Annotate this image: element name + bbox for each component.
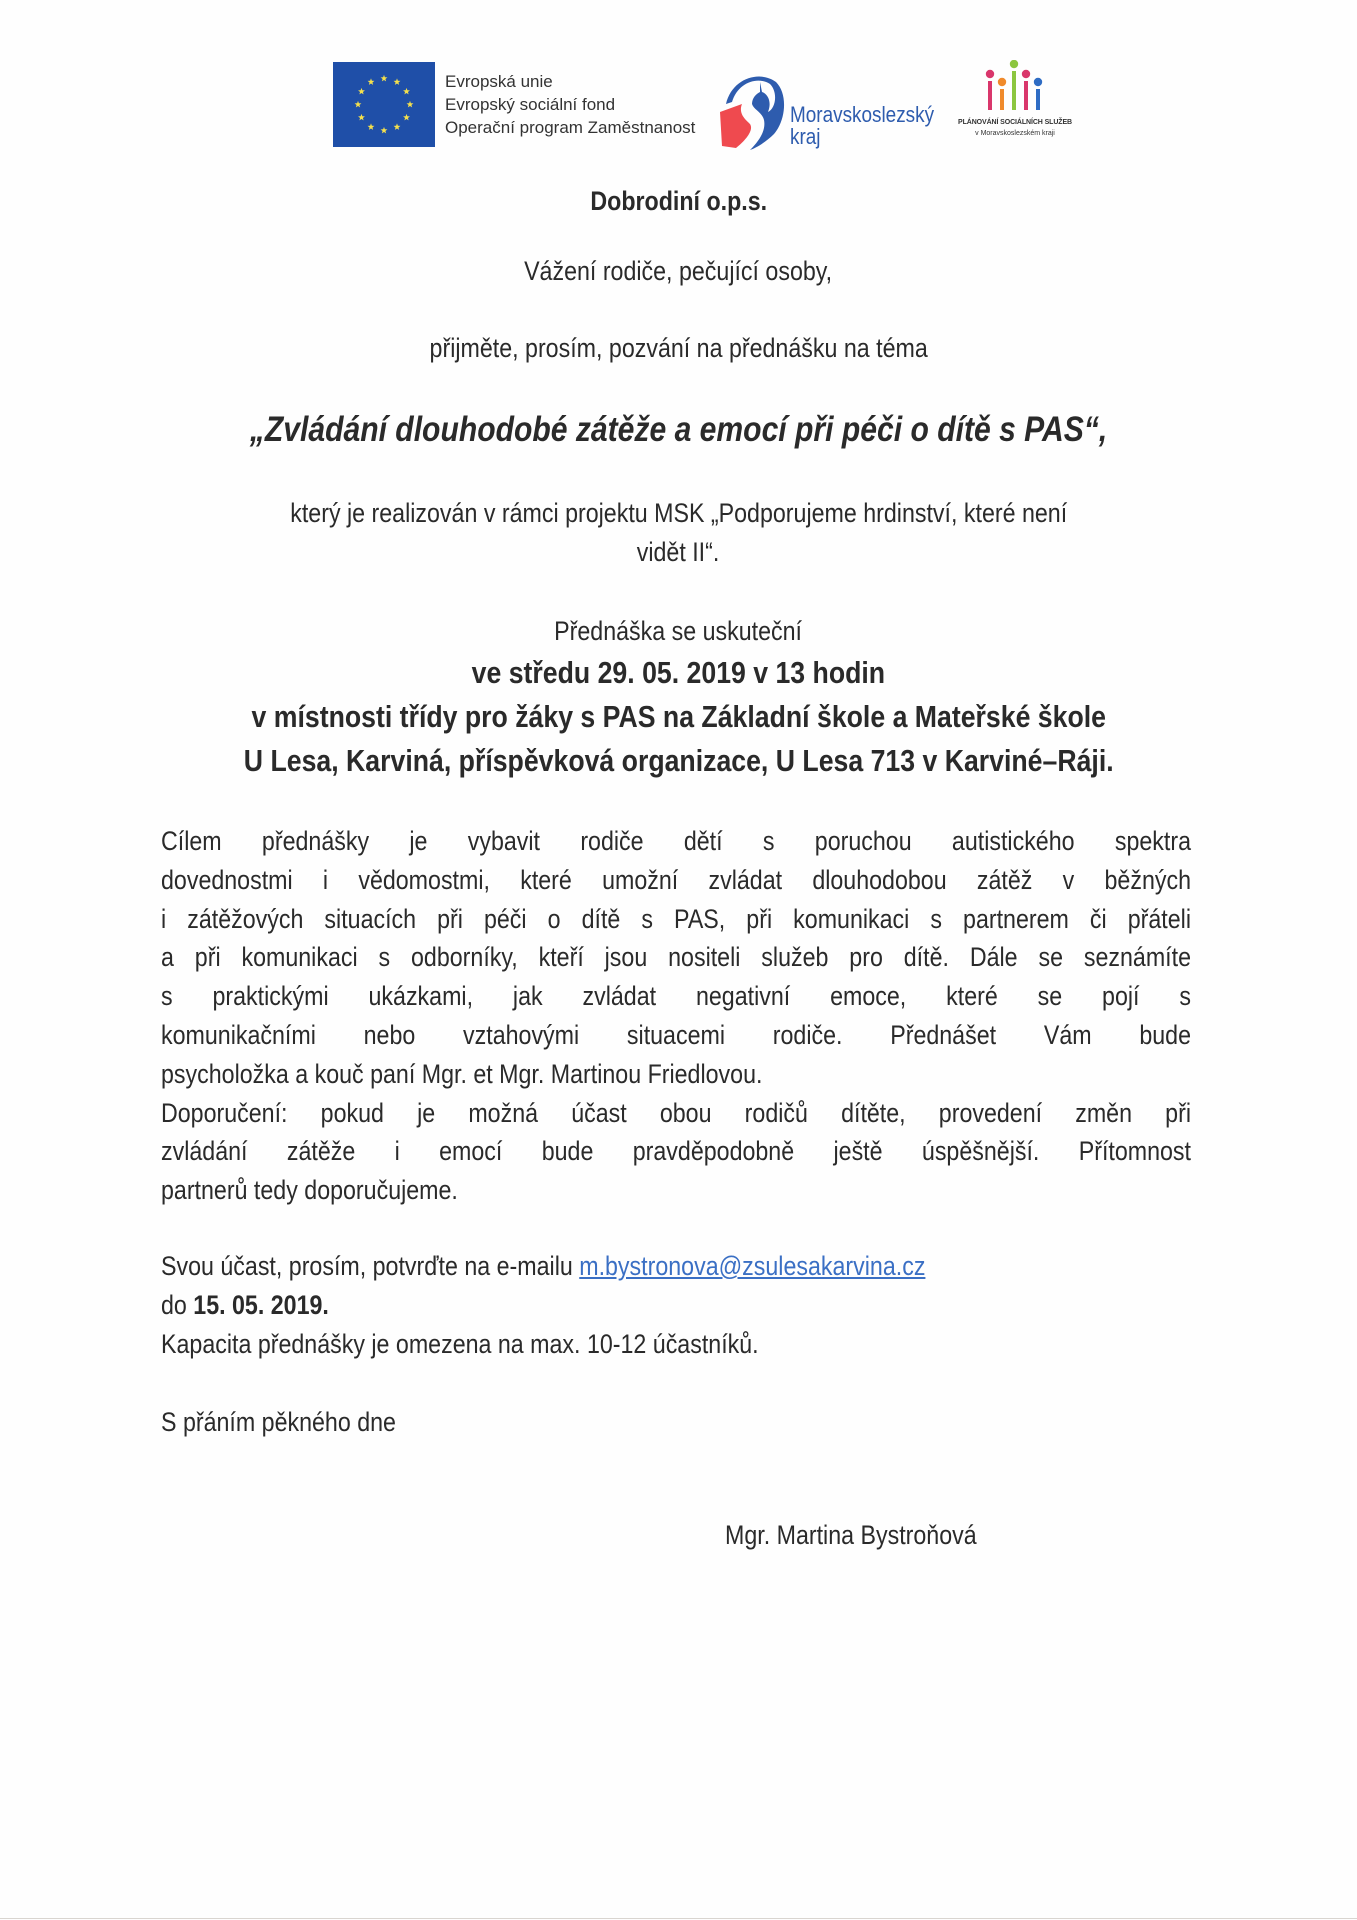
logo-dot-icon: [998, 78, 1006, 86]
deadline-date: 15. 05. 2019.: [193, 1290, 329, 1320]
eu-star-icon: [394, 78, 401, 85]
greeting: Vážení rodiče, pečující osoby,: [524, 256, 833, 286]
event-place-line-1: v místnosti třídy pro žáky s PAS na Základní škole a Mateřské škole: [251, 699, 1106, 734]
logo-dot-icon: [986, 70, 994, 78]
msk-line-1: Moravskoslezský: [790, 102, 935, 127]
logo-bar-icon: [1000, 89, 1004, 110]
paragraph-line: dovednostmi i vědomostmi, které umožní zvládat dlouhodobou zátěž v běžných: [161, 864, 1191, 895]
paragraph-line: Cílem přednášky je vybavit rodiče dětí s poruchou autistického spektra: [161, 826, 1191, 856]
paragraph-line: komunikačními nebo vztahovými situacemi rodiče. Přednášet Vám bude: [161, 1020, 1191, 1050]
event-place-line-2: U Lesa, Karviná, příspěvková organizace, U Lesa 713 v Karviné–Ráji.: [243, 743, 1114, 778]
pss-line-2: v Moravskoslezském kraji: [975, 130, 1055, 137]
eu-star-icon: [358, 114, 365, 121]
logo-bar-icon: [1024, 81, 1028, 110]
email-link[interactable]: m.bystronova@zsulesakarvina.cz: [579, 1251, 926, 1281]
msk-logo-text: [790, 104, 957, 148]
closing-line: S přáním pěkného dne: [161, 1407, 396, 1437]
eu-star-icon: [381, 75, 388, 82]
logo-bar-icon: [1012, 71, 1016, 110]
paragraph-line: Doporučení: pokud je možná účast obou rodičů dítěte, provedení změn při: [161, 1097, 1191, 1128]
paragraph-line: i zátěžových situacích při péči o dítě s PAS, při komunikaci s partnerem či přáteli: [161, 903, 1191, 934]
logo-dot-icon: [1010, 60, 1018, 68]
eu-flag-logo: [333, 62, 435, 147]
eu-line-2: Evropský sociální fond: [445, 95, 616, 114]
invitation: přijměte, prosím, pozvání na přednášku na téma: [429, 333, 928, 363]
eu-star-icon: [368, 78, 375, 85]
paragraph-line: zvládání zátěže i emocí bude pravděpodobně ještě úspěšnější. Přítomnost: [161, 1136, 1191, 1167]
pss-line-1: PLÁNOVÁNÍ SOCIÁLNÍCH SLUŽEB: [958, 119, 1072, 126]
paragraph-line: partnerů tedy doporučujeme.: [161, 1175, 458, 1206]
eu-star-icon: [381, 127, 388, 134]
paragraph-line: a při komunikaci s odborníky, kteří jsou nositeli služeb pro dítě. Dále se seznámíte: [161, 942, 1191, 973]
paragraph-line: s praktickými ukázkami, jak zvládat negativní emoce, které se pojí s: [161, 981, 1191, 1012]
eu-star-icon: [403, 88, 410, 95]
project-line-2: vidět II“.: [637, 537, 720, 567]
logo-dot-icon: [1034, 78, 1042, 86]
eu-line-1: Evropská unie: [445, 72, 553, 91]
eu-logo-text: [445, 70, 695, 139]
project-line-1: který je realizován v rámci projektu MSK „Podporujeme hrdinství, které není: [290, 498, 1067, 528]
eu-line-3: Operační program Zaměstnanost: [445, 118, 696, 137]
confirm-line: [161, 1247, 1191, 1285]
logo-dot-icon: [1022, 70, 1030, 78]
signature: Mgr. Martina Bystroňová: [725, 1520, 977, 1550]
confirm-text: Svou účast, prosím, potvrďte na e-mailu: [161, 1251, 580, 1281]
deadline-line: [161, 1286, 1191, 1324]
eu-star-icon: [358, 88, 365, 95]
social-services-logo-text: [945, 117, 1085, 139]
logo-bar-icon: [1036, 89, 1040, 110]
eu-star-icon: [407, 101, 414, 108]
eu-star-icon: [403, 114, 410, 121]
capacity-line: Kapacita přednášky je omezena na max. 10-12 účastníků.: [161, 1329, 759, 1359]
logo-bar-icon: [988, 81, 992, 110]
event-date-time: ve středu 29. 05. 2019 v 13 hodin: [471, 655, 886, 690]
eu-star-icon: [355, 101, 362, 108]
organization-name: Dobrodiní o.p.s.: [590, 186, 767, 216]
msk-region-logo-icon: [716, 68, 788, 150]
lecture-title: „Zvládání dlouhodobé zátěže a emocí při péči o dítě s PAS“,: [249, 410, 1108, 449]
eu-star-icon: [368, 123, 375, 130]
eu-stars-icon: [333, 62, 435, 147]
msk-line-2: kraj: [790, 124, 821, 149]
deadline-prefix: do: [161, 1290, 194, 1320]
social-services-planning-logo-icon: [984, 60, 1044, 112]
page-bottom-edge: [0, 1918, 1357, 1919]
when-label: Přednáška se uskuteční: [554, 616, 803, 646]
eu-star-icon: [394, 123, 401, 130]
paragraph-line: psycholožka a kouč paní Mgr. et Mgr. Martinou Friedlovou.: [161, 1058, 763, 1089]
